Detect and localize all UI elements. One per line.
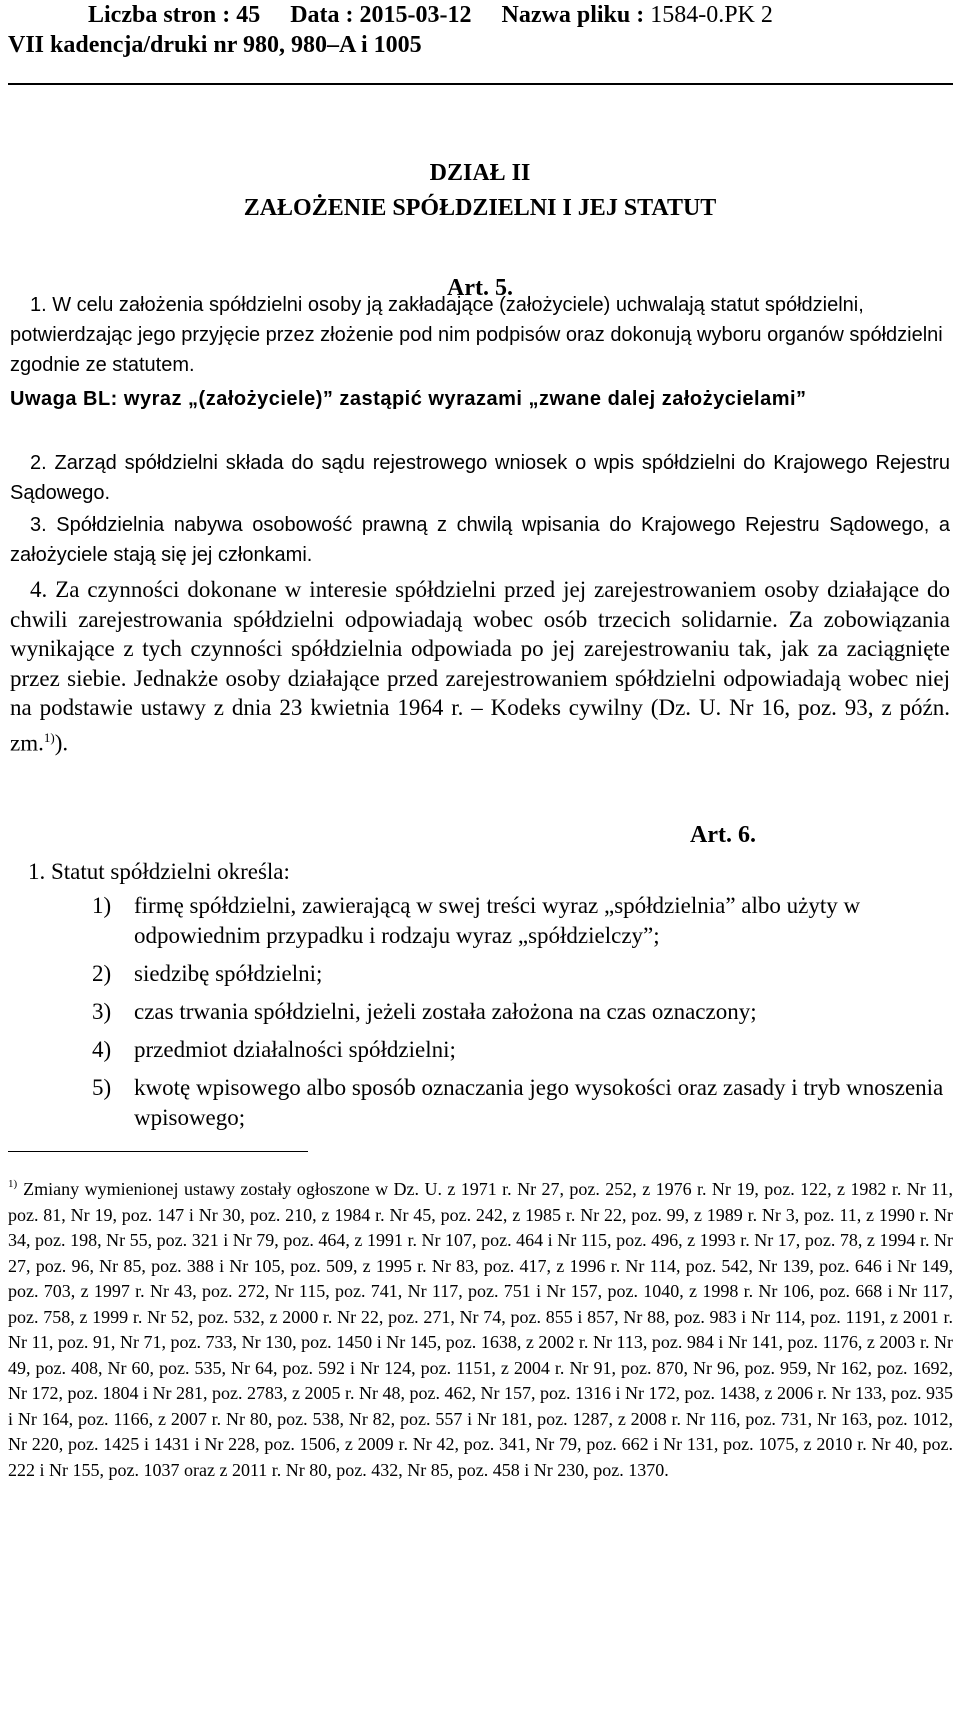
list-item xyxy=(92,1035,950,1065)
header-divider xyxy=(8,83,953,85)
list-item-number: 3) xyxy=(92,999,112,1024)
section-number: DZIAŁ II xyxy=(429,160,531,186)
list-item xyxy=(92,959,950,989)
list-item-number: 4) xyxy=(92,1037,112,1062)
footnote-reference: 1) xyxy=(43,729,55,745)
article-6-list xyxy=(92,891,950,1141)
article-5-paragraph-3: 3. Spółdzielnia nabywa osobowość prawną z chwilą wpisania do Krajowego Rejestru Sądowego, a założyciele stają się jej członkami. xyxy=(10,514,950,566)
footnote-text: Zmiany wymienionej ustawy zostały ogłoszone w Dz. U. z 1971 r. Nr 27, poz. 252, z 1976 r. Nr 19, poz. 122, z 1982 r. Nr 11, poz. 81, Nr 19, poz. 147 i Nr 30, poz. 210, z 1984 r. Nr 45, poz. 242, z 1985 r. Nr 22, poz. 99, z 1989 r. Nr 3, poz. 11, z 1990 r. Nr 34, poz. 198, Nr 55, poz. 321 i Nr 79, poz. 464, z 1991 r. Nr 107, poz. 464 i Nr 115, poz. 496, z 1993 r. Nr 17, poz. 78, z 1994 r. Nr 27, poz. 96, Nr 85, poz. 388 i Nr 105, poz. 509, z 1995 r. Nr 83, poz. 417, z 1996 r. Nr 114, poz. 542, Nr 139, poz. 646 i Nr 149, poz. 703, z 1997 r. Nr 43, poz. 272, Nr 115, poz. 741, Nr 117, poz. 751 i Nr 157, poz. 1040, z 1998 r. Nr 106, poz. 668 i Nr 117, poz. 758, z 1999 r. Nr 52, poz. 532, z 2000 r. Nr 22, poz. 271, Nr 74, poz. 855 i 857, Nr 88, poz. 983 i Nr 114, poz. 1191, z 2001 r. Nr 11, poz. 91, Nr 71, poz. 733, Nr 130, poz. 1450 i Nr 145, poz. 1638, z 2002 r. Nr 113, poz. 984 i Nr 141, poz. 1176, z 2003 r. Nr 49, poz. 408, Nr 60, poz. 535, Nr 64, poz. 592 i Nr 124, poz. 1151, z 2004 r. Nr 91, poz. 870, Nr 96, poz. 959, Nr 162, poz. 1692, Nr 172, poz. 1804 i Nr 281, poz. 2783, z 2005 r. Nr 48, poz. 462, Nr 157, poz. 1316 i Nr 172, poz. 1438, z 2006 r. Nr 133, poz. 935 i Nr 164, poz. 1166, z 2007 r. Nr 80, poz. 538, Nr 82, poz. 557 i Nr 181, poz. 1287, z 2008 r. Nr 116, poz. 731, Nr 163, poz. 1012, Nr 220, poz. 1425 i 1431 i Nr 228, poz. 1506, z 2009 r. Nr 42, poz. 341, Nr 79, poz. 662 i Nr 131, poz. 1075, z 2010 r. Nr 40, poz. 222 i Nr 155, poz. 1037 oraz z 2011 r. Nr 80, poz. 432, Nr 85, poz. 458 i Nr 230, poz. 1370. xyxy=(8,1179,953,1480)
list-item-text: siedzibę spółdzielni; xyxy=(134,961,323,986)
file-value: 1584-0.PK xyxy=(650,2,755,28)
header-line-1 xyxy=(8,0,953,30)
list-item-number: 2) xyxy=(92,961,112,986)
article-5-heading: Art. 5. xyxy=(447,275,513,301)
file-label: Nazwa pliku : xyxy=(501,2,645,28)
article-5-paragraph-1: 1. W celu założenia spółdzielni osoby ją zakładające (założyciele) uchwalają statut spółdzielni, potwierdzając jego przyjęcie przez złożenie pod nim podpisów oraz dokonują wyboru organów spółdzielni zgodnie ze statutem. xyxy=(10,294,943,376)
date-value: 2015-03-12 xyxy=(359,2,472,28)
file-suffix: 2 xyxy=(760,2,773,28)
list-item xyxy=(92,1073,950,1133)
list-item-number: 1) xyxy=(92,893,112,918)
footnote xyxy=(8,1172,953,1483)
article-5-paragraph-4-text: 4. Za czynności dokonane w interesie spółdzielni przed jej zarejestrowaniem osoby działające do chwili zarejestrowania spółdzielni odpowiadają wobec osób trzecich solidarnie. Za zobowiązania wynikające z tych czynności spółdzielnia odpowiada po jej zarejestrowaniu tak, jak za zaciągnięte przez siebie. Jednakże osoby działające przed zarejestrowaniem spółdzielni odpowiadają wobec niej na podstawie ustawy z dnia 23 kwietnia 1964 r. – Kodeks cywilny (Dz. U. Nr 16, poz. 93, z późn. zm. xyxy=(10,577,950,756)
footnote-marker: 1) xyxy=(8,1178,18,1190)
pages-label: Liczba stron : xyxy=(88,2,231,28)
list-item xyxy=(92,997,950,1027)
list-item-text: firmę spółdzielni, zawierającą w swej treści wyraz „spółdzielnia” albo użyty w odpowiednim przypadku i rodzaju wyraz „spółdzielczy”; xyxy=(134,893,861,948)
editorial-note: Uwaga BL: wyraz „(założyciele)” zastąpić wyrazami „zwane dalej założycielami” xyxy=(10,388,807,410)
document-header xyxy=(8,0,953,60)
list-item-text: kwotę wpisowego albo sposób oznaczania jego wysokości oraz zasady i tryb wnoszenia wpisowego; xyxy=(134,1075,944,1130)
article-5-paragraph-4-end: ). xyxy=(54,730,69,756)
section-title: ZAŁOŻENIE SPÓŁDZIELNI I JEJ STATUT xyxy=(243,195,717,221)
article-6-intro: 1. Statut spółdzielni określa: xyxy=(28,859,290,884)
header-line-2: VII kadencja/druki nr 980, 980–A i 1005 xyxy=(8,32,422,58)
list-item xyxy=(92,891,950,951)
list-item-text: czas trwania spółdzielni, jeżeli została założona na czas oznaczony; xyxy=(134,999,757,1024)
pages-value: 45 xyxy=(236,2,261,28)
list-item-text: przedmiot działalności spółdzielni; xyxy=(134,1037,456,1062)
footnote-divider xyxy=(8,1151,308,1152)
date-label: Data : xyxy=(290,2,354,28)
article-5-paragraph-2: 2. Zarząd spółdzielni składa do sądu rejestrowego wniosek o wpis spółdzielni do Krajowego Rejestru Sądowego. xyxy=(10,452,950,504)
list-item-number: 5) xyxy=(92,1075,112,1100)
article-6-heading: Art. 6. xyxy=(690,822,756,848)
article-5-paragraph-4 xyxy=(10,575,950,758)
